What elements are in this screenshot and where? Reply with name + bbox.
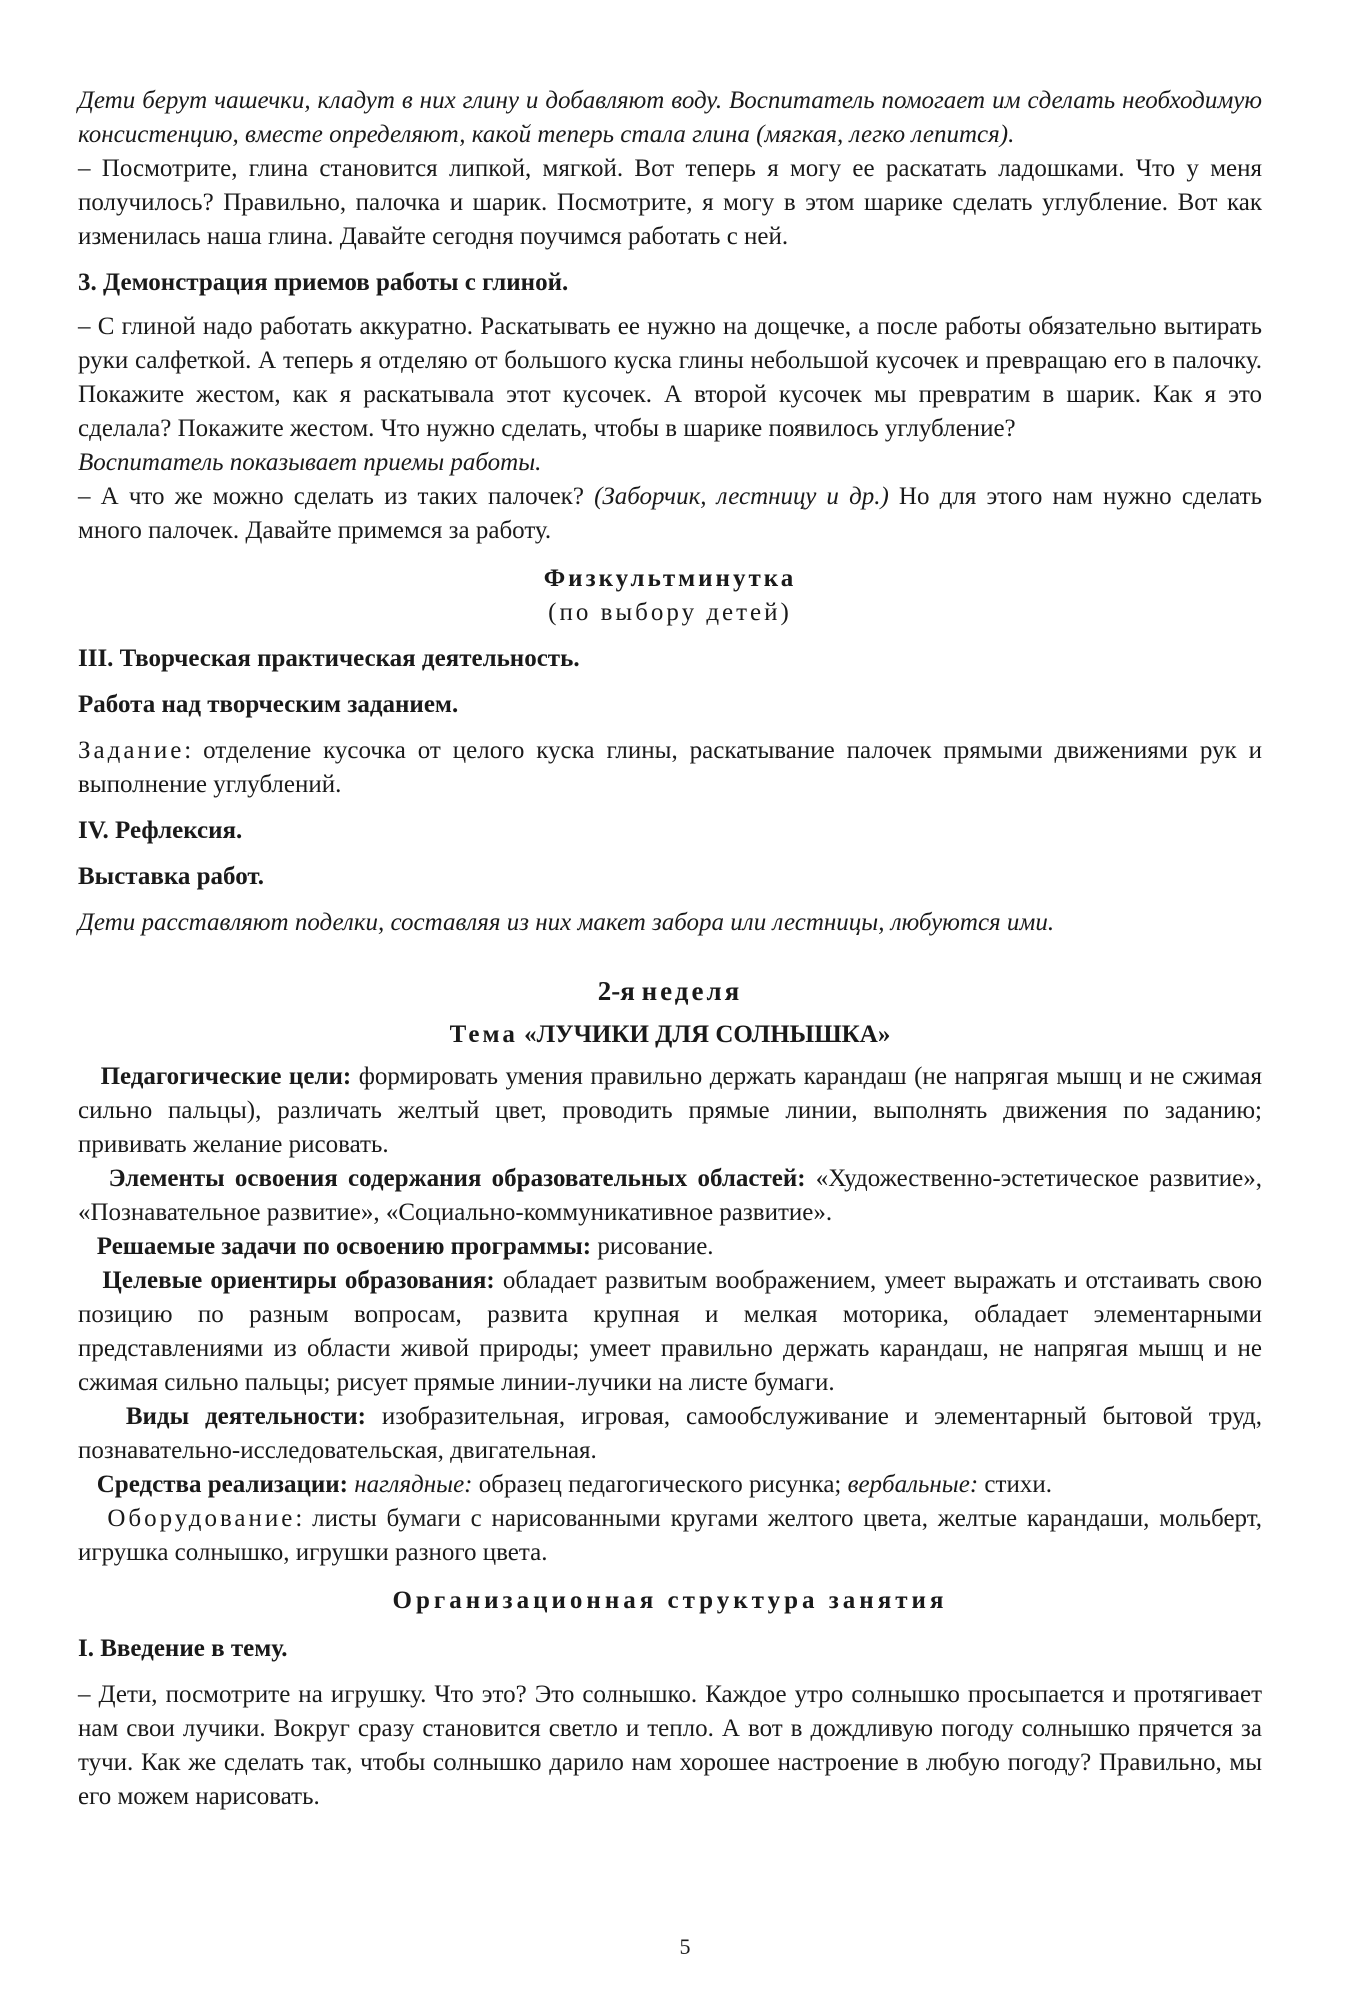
heading-fizkultminutka: Физкультминутка [543,565,797,592]
paragraph-activity: Виды деятельности: изобразительная, игровая, самообслуживание и элементарный бытовой труд, познавательно-исследовательская, двигательная. [78,1403,1262,1464]
paragraph-teacher-shows: Воспитатель показывает приемы работы. [78,449,542,476]
paragraph-elements: Элементы освоения содержания образовательных областей: «Художественно-эстетическое развитие», «Познавательное развитие», «Социально-коммуникативное развитие». [78,1165,1262,1226]
paragraph-exhibit: Дети расставляют поделки, составляя из них макет забора или лестницы, любуются ими. [78,909,1055,936]
subheading-by-choice: (по выбору детей) [548,599,792,626]
heading-week: 2-я неделя [597,976,743,1006]
heading-topic: Тема «ЛУЧИКИ ДЛЯ СОЛНЫШКА» [449,1021,891,1048]
paragraph-means: Средства реализации: наглядные: образец педагогического рисунка; вербальные: стихи. [96,1471,1052,1498]
page-content [78,84,1262,1814]
heading-section-iii: III. Творческая практическая деятельность. [78,645,580,672]
heading-creative-task: Работа над творческим заданием. [78,691,459,718]
paragraph-sticks: – А что же можно сделать из таких палочек? (Заборчик, лестницу и др.) Но для этого нам нужно сделать много палочек. Давайте примемся за работу. [78,483,1262,544]
paragraph-targets: Целевые ориентиры образования: обладает развитым воображением, умеет выражать и отстаивать свою позицию по разным вопросам, развита крупная и мелкая моторика, обладает элементарными представлениями из области живой природы; умеет правильно держать карандаш, не напрягая мышц и не сжимая сильно пальцы; рисует прямые линии-лучики на листе бумаги. [78,1267,1262,1396]
paragraph-tasks: Решаемые задачи по освоению программы: рисование. [96,1233,714,1260]
heading-section-i: I. Введение в тему. [78,1635,288,1662]
heading-org-structure: Организационная структура занятия [392,1587,948,1614]
paragraph-intro: – Дети, посмотрите на игрушку. Что это? Это солнышко. Каждое утро солнышко просыпается и протягивает нам свои лучики. Вокруг сразу становится светло и тепло. А вот в дождливую погоду солнышко прячется за тучи. Как же сделать так, чтобы солнышко дарило нам хорошее настроение в любую погоду? Правильно, мы его можем нарисовать. [78,1681,1262,1810]
page-number: 5 [679,1934,691,1959]
paragraph-children-clay: Дети берут чашечки, кладут в них глину и добавляют воду. Воспитатель помогает им сделать необходимую консистенцию, вместе определяют, какой теперь стала глина (мягкая, легко лепится). [78,87,1262,148]
paragraph-clay-sticky: – Посмотрите, глина становится липкой, мягкой. Вот теперь я могу ее раскатать ладошками. Что у меня получилось? Правильно, палочка и шарик. Посмотрите, я могу в этом шарике сделать углубление. Вот как изменилась наша глина. Давайте сегодня поучимся работать с ней. [78,155,1262,250]
heading-demonstration: 3. Демонстрация приемов работы с глиной. [78,269,569,296]
paragraph-demonstration: – С глиной надо работать аккуратно. Раскатывать ее нужно на дощечке, а после работы обязательно вытирать руки салфеткой. А теперь я отделяю от большого куска глины небольшой кусочек и превращаю его в палочку. Покажите жестом, как я раскатывала этот кусочек. А второй кусочек мы превратим в шарик. Как я это сделала? Покажите жестом. Что нужно сделать, чтобы в шарике появилось углубление? [78,313,1262,442]
heading-section-iv: IV. Рефлексия. [78,817,243,844]
paragraph-goals: Педагогические цели: формировать умения правильно держать карандаш (не напрягая мышц и не сжимая сильно пальцы), различать желтый цвет, проводить прямые линии, выполнять движения по заданию; прививать желание рисовать. [78,1063,1262,1158]
paragraph-equipment: Оборудование: листы бумаги с нарисованными кругами желтого цвета, желтые карандаши, мольберт, игрушка солнышко, игрушки разного цвета. [78,1505,1263,1566]
paragraph-task: Задание: отделение кусочка от целого куска глины, раскатывание палочек прямыми движениями рук и выполнение углублений. [78,737,1262,798]
heading-exhibit: Выставка работ. [78,863,265,890]
